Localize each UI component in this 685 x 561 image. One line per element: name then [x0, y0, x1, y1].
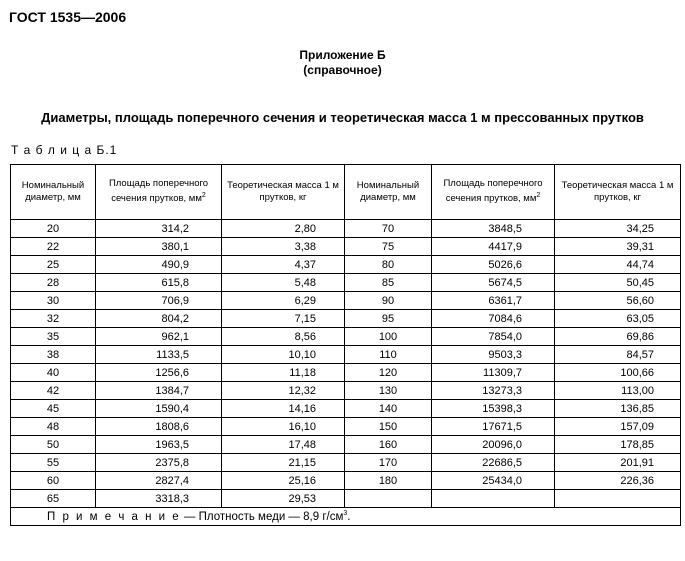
cell-mass-2: 100,66: [555, 364, 681, 382]
cell-mass-2: [555, 490, 681, 508]
table-row: [11, 382, 681, 400]
cell-diameter-2: 110: [345, 346, 432, 364]
cell-area: 1133,5: [96, 346, 222, 364]
table-row: [11, 472, 681, 490]
cell-diameter: 38: [11, 346, 96, 364]
table-row: [11, 400, 681, 418]
cell-diameter-2: 75: [345, 238, 432, 256]
cell-diameter-2: 90: [345, 292, 432, 310]
table-row: [11, 454, 681, 472]
cell-area-2: 22686,5: [432, 454, 555, 472]
table-label: Т а б л и ц а Б.1: [11, 143, 118, 157]
cell-mass-2: 63,05: [555, 310, 681, 328]
appendix-title: Приложение Б: [299, 48, 386, 62]
cell-area: 615,8: [96, 274, 222, 292]
cell-mass-2: 201,91: [555, 454, 681, 472]
cell-area: 1384,7: [96, 382, 222, 400]
header-area-2: Площадь поперечного сечения прутков, $мм^2$: [432, 165, 555, 220]
cell-diameter: 40: [11, 364, 96, 382]
table-row: [11, 220, 681, 238]
cell-mass-2: 113,00: [555, 382, 681, 400]
cell-mass-2: 34,25: [555, 220, 681, 238]
cell-diameter: 20: [11, 220, 96, 238]
cell-diameter-2: 180: [345, 472, 432, 490]
cell-mass: 2,80: [222, 220, 345, 238]
cell-area: 1963,5: [96, 436, 222, 454]
table-row: [11, 418, 681, 436]
table-row: [11, 292, 681, 310]
cell-area: 380,1: [96, 238, 222, 256]
cell-area-2: 5674,5: [432, 274, 555, 292]
cell-mass-2: 178,85: [555, 436, 681, 454]
cell-mass: 4,37: [222, 256, 345, 274]
cell-area: 962,1: [96, 328, 222, 346]
cell-diameter-2: 150: [345, 418, 432, 436]
cell-area-2: 7854,0: [432, 328, 555, 346]
document-code: ГОСТ 1535—2006: [9, 9, 127, 25]
cell-mass: 21,15: [222, 454, 345, 472]
cell-mass: 14,16: [222, 400, 345, 418]
cell-diameter-2: 80: [345, 256, 432, 274]
cell-area-2: 3848,5: [432, 220, 555, 238]
cell-area-2: 6361,7: [432, 292, 555, 310]
header-mass: Теоретическая масса 1 м прутков, кг: [222, 165, 345, 220]
cell-diameter: 65: [11, 490, 96, 508]
cell-diameter-2: 130: [345, 382, 432, 400]
cell-diameter-2: 85: [345, 274, 432, 292]
cell-mass-2: 56,60: [555, 292, 681, 310]
cell-mass-2: 69,86: [555, 328, 681, 346]
cell-area-2: 15398,3: [432, 400, 555, 418]
cell-area-2: 7084,6: [432, 310, 555, 328]
cell-area: 2375,8: [96, 454, 222, 472]
cell-diameter: 28: [11, 274, 96, 292]
cell-diameter: 35: [11, 328, 96, 346]
cell-mass: 5,48: [222, 274, 345, 292]
cell-diameter: 60: [11, 472, 96, 490]
cell-diameter-2: 95: [345, 310, 432, 328]
cell-mass: 3,38: [222, 238, 345, 256]
table-row: [11, 436, 681, 454]
cell-diameter-2: [345, 490, 432, 508]
cell-diameter: 55: [11, 454, 96, 472]
cell-area-2: 11309,7: [432, 364, 555, 382]
table-row: [11, 328, 681, 346]
table-body: [11, 220, 681, 508]
cell-diameter: 48: [11, 418, 96, 436]
table-row: [11, 346, 681, 364]
cell-mass-2: 39,31: [555, 238, 681, 256]
header-diameter: Номинальный диаметр, мм: [11, 165, 96, 220]
cell-mass-2: 226,36: [555, 472, 681, 490]
cell-mass: 29,53: [222, 490, 345, 508]
table-row: [11, 274, 681, 292]
cell-mass: 11,18: [222, 364, 345, 382]
table-row: [11, 490, 681, 508]
note-row: [11, 508, 681, 526]
cell-area: 490,9: [96, 256, 222, 274]
cell-area: 314,2: [96, 220, 222, 238]
table-row: [11, 238, 681, 256]
header-diameter-2: Номинальный диаметр, мм: [345, 165, 432, 220]
cell-area-2: 25434,0: [432, 472, 555, 490]
cell-mass: 10,10: [222, 346, 345, 364]
cell-mass-2: 157,09: [555, 418, 681, 436]
note: П р и м е ч а н и е — Плотность меди — 8,9 $г/см^3$.: [11, 508, 681, 526]
cell-mass: 8,56: [222, 328, 345, 346]
table-row: [11, 364, 681, 382]
cell-diameter: 25: [11, 256, 96, 274]
cell-diameter-2: 160: [345, 436, 432, 454]
cell-mass: 12,32: [222, 382, 345, 400]
header-mass-2: Теоретическая масса 1 м прутков, кг: [555, 165, 681, 220]
cell-area: 3318,3: [96, 490, 222, 508]
cell-diameter: 30: [11, 292, 96, 310]
data-table: [10, 164, 681, 526]
cell-diameter-2: 70: [345, 220, 432, 238]
cell-area-2: 9503,3: [432, 346, 555, 364]
cell-mass: 6,29: [222, 292, 345, 310]
cell-area: 1808,6: [96, 418, 222, 436]
cell-area-2: 20096,0: [432, 436, 555, 454]
cell-mass-2: 50,45: [555, 274, 681, 292]
cell-area-2: 4417,9: [432, 238, 555, 256]
cell-mass-2: 44,74: [555, 256, 681, 274]
table-row: [11, 256, 681, 274]
cell-area: 706,9: [96, 292, 222, 310]
cell-area: 804,2: [96, 310, 222, 328]
cell-mass-2: 84,57: [555, 346, 681, 364]
cell-area-2: [432, 490, 555, 508]
cell-mass: 25,16: [222, 472, 345, 490]
cell-area-2: 13273,3: [432, 382, 555, 400]
table-row: [11, 310, 681, 328]
cell-diameter: 45: [11, 400, 96, 418]
cell-area: 1256,6: [96, 364, 222, 382]
cell-diameter: 50: [11, 436, 96, 454]
cell-mass: 17,48: [222, 436, 345, 454]
header-area: Площадь поперечного сечения прутков, $мм^2$: [96, 165, 222, 220]
cell-diameter: 32: [11, 310, 96, 328]
cell-area: 1590,4: [96, 400, 222, 418]
appendix-subtitle: (справочное): [303, 63, 382, 77]
cell-diameter-2: 170: [345, 454, 432, 472]
appendix-heading: [0, 48, 685, 78]
cell-area-2: 5026,6: [432, 256, 555, 274]
cell-diameter: 22: [11, 238, 96, 256]
cell-mass-2: 136,85: [555, 400, 681, 418]
table-header-row: [11, 165, 681, 220]
cell-area: 2827,4: [96, 472, 222, 490]
table-title: Диаметры, площадь поперечного сечения и теоретическая масса 1 м прессованных прутков: [41, 110, 644, 125]
cell-diameter: 42: [11, 382, 96, 400]
cell-diameter-2: 100: [345, 328, 432, 346]
cell-mass: 16,10: [222, 418, 345, 436]
cell-diameter-2: 140: [345, 400, 432, 418]
cell-diameter-2: 120: [345, 364, 432, 382]
cell-mass: 7,15: [222, 310, 345, 328]
cell-area-2: 17671,5: [432, 418, 555, 436]
